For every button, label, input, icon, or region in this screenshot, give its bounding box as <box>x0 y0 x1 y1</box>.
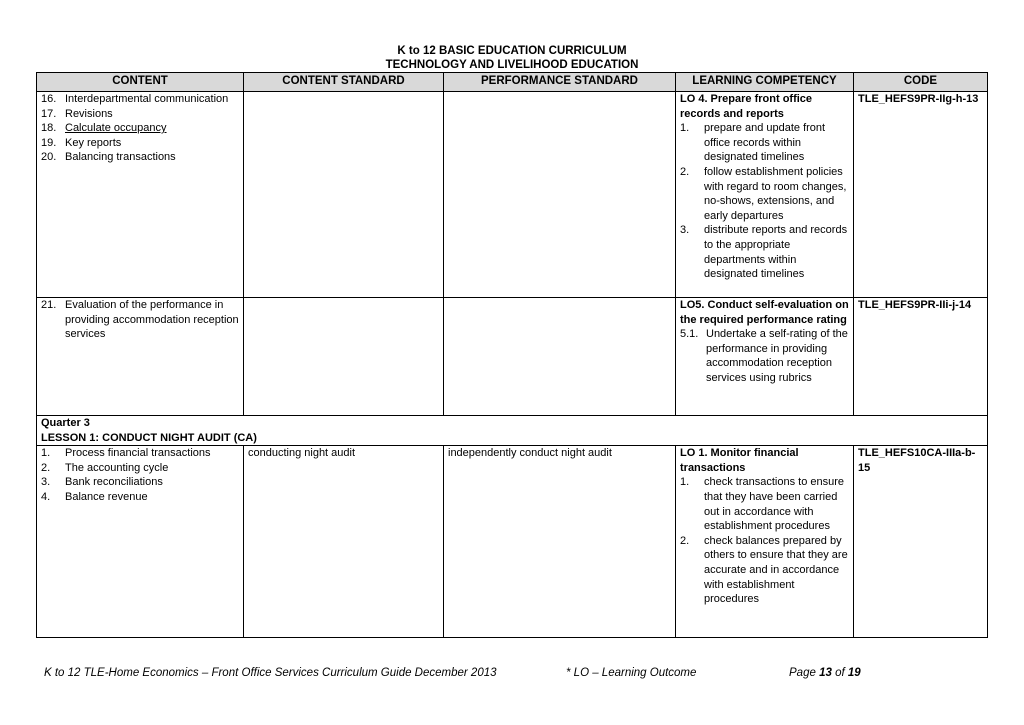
list-item: 2. The accounting cycle <box>41 461 169 474</box>
table-row <box>37 298 988 416</box>
content-standard-cell <box>244 92 444 298</box>
list-item: 1. Process financial transactions <box>41 447 211 460</box>
footer-lo-note: * LO – Learning Outcome <box>566 667 697 679</box>
footer-page-number <box>789 667 861 679</box>
page-prefix: Page <box>789 667 816 679</box>
learning-outcome-title: LO 4. Prepare front office records and reports <box>680 93 813 120</box>
list-item: 18. Calculate occupancy <box>41 122 167 135</box>
quarter-label: Quarter 3 <box>41 417 90 429</box>
curriculum-table <box>36 72 988 638</box>
list-item: 2. follow establishment policies with regard to room changes, no-shows, extensions, and early departures <box>680 165 847 222</box>
list-item: 1. check transactions to ensure that they have been carried out in accordance with establishment procedures <box>680 476 845 533</box>
column-header-content: CONTENT <box>37 73 244 92</box>
content-cell <box>37 446 244 638</box>
content-cell <box>37 92 244 298</box>
content-standard-cell: conducting night audit <box>244 446 444 638</box>
list-item: 5.1. Undertake a self-rating of the performance in providing accommodation reception services using rubrics <box>680 328 848 384</box>
subject-title: TECHNOLOGY AND LIVELIHOOD EDUCATION <box>385 59 639 71</box>
performance-standard-cell <box>444 298 676 416</box>
list-item: 20. Balancing transactions <box>41 151 176 164</box>
table-row <box>37 446 988 638</box>
learning-competency-cell <box>676 446 854 638</box>
performance-standard-cell: independently conduct night audit <box>444 446 676 638</box>
page-of: of <box>835 667 845 679</box>
quarter-row <box>37 416 988 446</box>
learning-outcome-title: LO 1. Monitor financial transactions <box>680 447 799 474</box>
content-standard-cell <box>244 298 444 416</box>
column-header-code: CODE <box>854 73 988 92</box>
page-current: 13 <box>819 667 832 679</box>
document-header <box>0 44 1024 72</box>
page-total: 19 <box>847 667 861 679</box>
code-cell: TLE_HEFS9PR-IIi-j-14 <box>854 298 988 416</box>
curriculum-title: K to 12 BASIC EDUCATION CURRICULUM <box>397 45 627 57</box>
footer-guide-title: K to 12 TLE-Home Economics – Front Office Services Curriculum Guide December 2013 <box>44 667 497 679</box>
list-item: 17. Revisions <box>41 107 113 120</box>
column-header-content-standard: CONTENT STANDARD <box>244 73 444 92</box>
list-item: 21. Evaluation of the performance in providing accommodation reception services <box>41 299 239 341</box>
list-item: 2. check balances prepared by others to ensure that they are accurate and in accordance with establishment procedures <box>680 534 848 606</box>
list-item: 19. Key reports <box>41 136 122 149</box>
list-item: 3. distribute reports and records to the appropriate departments within designated timelines <box>680 224 848 281</box>
lesson-title: LESSON 1: CONDUCT NIGHT AUDIT (CA) <box>41 431 257 444</box>
performance-standard-cell <box>444 92 676 298</box>
content-cell <box>37 298 244 416</box>
column-header-performance-standard: PERFORMANCE STANDARD <box>444 73 676 92</box>
list-item: 4. Balance revenue <box>41 490 148 503</box>
code-cell: TLE_HEFS10CA-IIIa-b-15 <box>854 446 988 638</box>
list-item: 1. prepare and update front office records within designated timelines <box>680 122 826 164</box>
learning-competency-cell <box>676 298 854 416</box>
code-cell: TLE_HEFS9PR-IIg-h-13 <box>854 92 988 298</box>
table-row <box>37 92 988 298</box>
list-item: 16. Interdepartmental communication <box>41 93 229 105</box>
list-item: 3. Bank reconciliations <box>41 476 163 489</box>
table-header-row <box>37 73 988 92</box>
column-header-learning-competency: LEARNING COMPETENCY <box>676 73 854 92</box>
learning-competency-cell <box>676 92 854 298</box>
quarter-cell <box>37 416 988 446</box>
learning-outcome-title: LO5. Conduct self-evaluation on the required performance rating <box>680 299 849 326</box>
